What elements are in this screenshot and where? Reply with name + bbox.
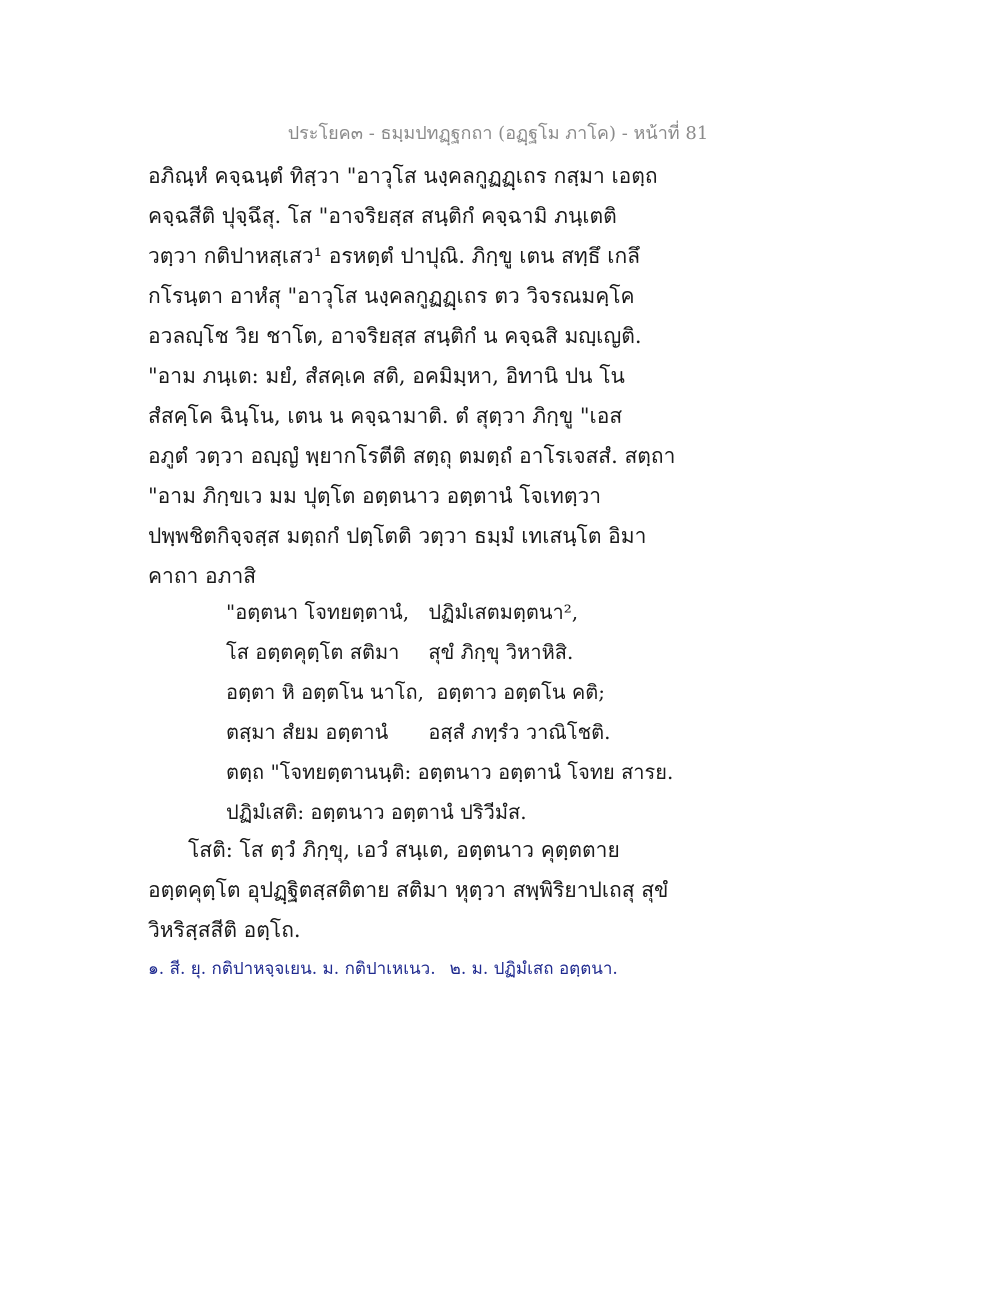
prose-line: "อาม ภิกฺขเว มม ปุตฺโต อตฺตนาว อตฺตานํ โจเทตฺวา bbox=[148, 484, 602, 508]
verse-hemistich: ปฏิมํเสตมตฺตนา², bbox=[428, 600, 579, 624]
footnotes bbox=[148, 955, 748, 982]
main-prose bbox=[148, 156, 676, 596]
footnote-2: ๒. ม. ปฏิมํเสถ อตฺตนา. bbox=[449, 959, 618, 979]
prose-line: ปพฺพชิตกิจฺจสฺส มตฺถกํ ปตฺโตติ วตฺวา ธมฺมํ เทเสนฺโต อิมา bbox=[148, 524, 647, 548]
explanation-line: โสติ: โส ตฺวํ ภิกฺขุ, เอวํ สนฺเต, อตฺตนาว คุตฺตตาย bbox=[188, 838, 620, 862]
commentary-line: ปฏิมํเสติ: อตฺตนาว อตฺตานํ ปริวีมํส. bbox=[226, 800, 527, 824]
prose-line: วตฺวา กติปาหสฺเสว¹ อรหตฺตํ ปาปุณิ. ภิกฺขู เตน สทฺธึ เกลึ bbox=[148, 244, 641, 268]
verse-hemistich: อตฺตาว อตฺตโน คติ; bbox=[436, 680, 606, 704]
prose-line: "อาม ภนฺเต: มยํ, สํสคฺเค สติ, อคมิมฺหา, อิทานิ ปน โน bbox=[148, 364, 625, 388]
verse-hemistich: อตฺตา หิ อตฺตโน นาโถ, bbox=[226, 680, 424, 704]
verse-hemistich: "อตฺตนา โจทยตฺตานํ, bbox=[226, 600, 410, 624]
prose-line: คจฺฉสีติ ปุจฺฉึสุ. โส "อาจริยสฺส สนฺติกํ คจฺฉามิ ภนฺเตติ bbox=[148, 204, 617, 228]
prose-line: คาถา อภาสิ bbox=[148, 564, 257, 588]
explanation-paragraph bbox=[148, 830, 668, 950]
verse-line bbox=[226, 712, 686, 752]
explanation-line: วิหริสฺสสีติ อตฺโถ. bbox=[148, 918, 301, 942]
prose-line: สํสคฺโค ฉินฺโน, เตน น คจฺฉามาติ. ตํ สุตฺวา ภิกฺขู "เอส bbox=[148, 404, 623, 428]
verse-line bbox=[226, 632, 686, 672]
footnote-1: ๑. สี. ยุ. กติปาหจฺจเยน. ม. กติปาเหเนว. bbox=[148, 959, 436, 979]
verse-line bbox=[226, 672, 686, 712]
verse-hemistich: โส อตฺตคุตฺโต สติมา bbox=[226, 640, 400, 664]
commentary-line: ตตฺถ "โจทยตฺตานนฺติ: อตฺตนาว อตฺตานํ โจทย สารย. bbox=[226, 760, 674, 784]
prose-line: อภูตํ วตฺวา อญฺญํ พฺยากโรตีติ สตฺถุ ตมตฺถํ อาโรเจสสํ. สตฺถา bbox=[148, 444, 676, 468]
prose-line: อภิณฺหํ คจฺฉนฺตํ ทิสฺวา "อาวุโส นงฺคลกูฏฏฺเถร กสฺมา เอตฺถ bbox=[148, 164, 658, 188]
verse-hemistich: อสฺสํ ภทฺรํว วาณิโชติ. bbox=[428, 720, 611, 744]
verse-hemistich: ตสฺมา สํยม อตฺตานํ bbox=[226, 720, 389, 744]
verse-line bbox=[226, 592, 686, 632]
running-header bbox=[0, 118, 1000, 147]
verse-block bbox=[226, 592, 686, 832]
prose-line: อวลญฺโช วิย ชาโต, อาจริยสฺส สนฺติกํ น คจฺฉสิ มญฺเญติ. bbox=[148, 324, 642, 348]
verse-hemistich: สุขํ ภิกฺขุ วิหาหิสิ. bbox=[428, 640, 574, 664]
running-title: ประโยค๓ - ธมฺมปทฏฺฐกถา (อฏฺฐโม ภาโค) - หน้าที่ 81 bbox=[287, 123, 709, 144]
explanation-line: อตฺตคุตฺโต อุปฏฺฐิตสฺสติตาย สติมา หุตฺวา สพฺพิริยาปเถสุ สุขํ bbox=[148, 878, 669, 902]
prose-line: กโรนฺตา อาหํสุ "อาวุโส นงฺคลกูฏฏฺเถร ตว วิจรณมคฺโค bbox=[148, 284, 635, 308]
